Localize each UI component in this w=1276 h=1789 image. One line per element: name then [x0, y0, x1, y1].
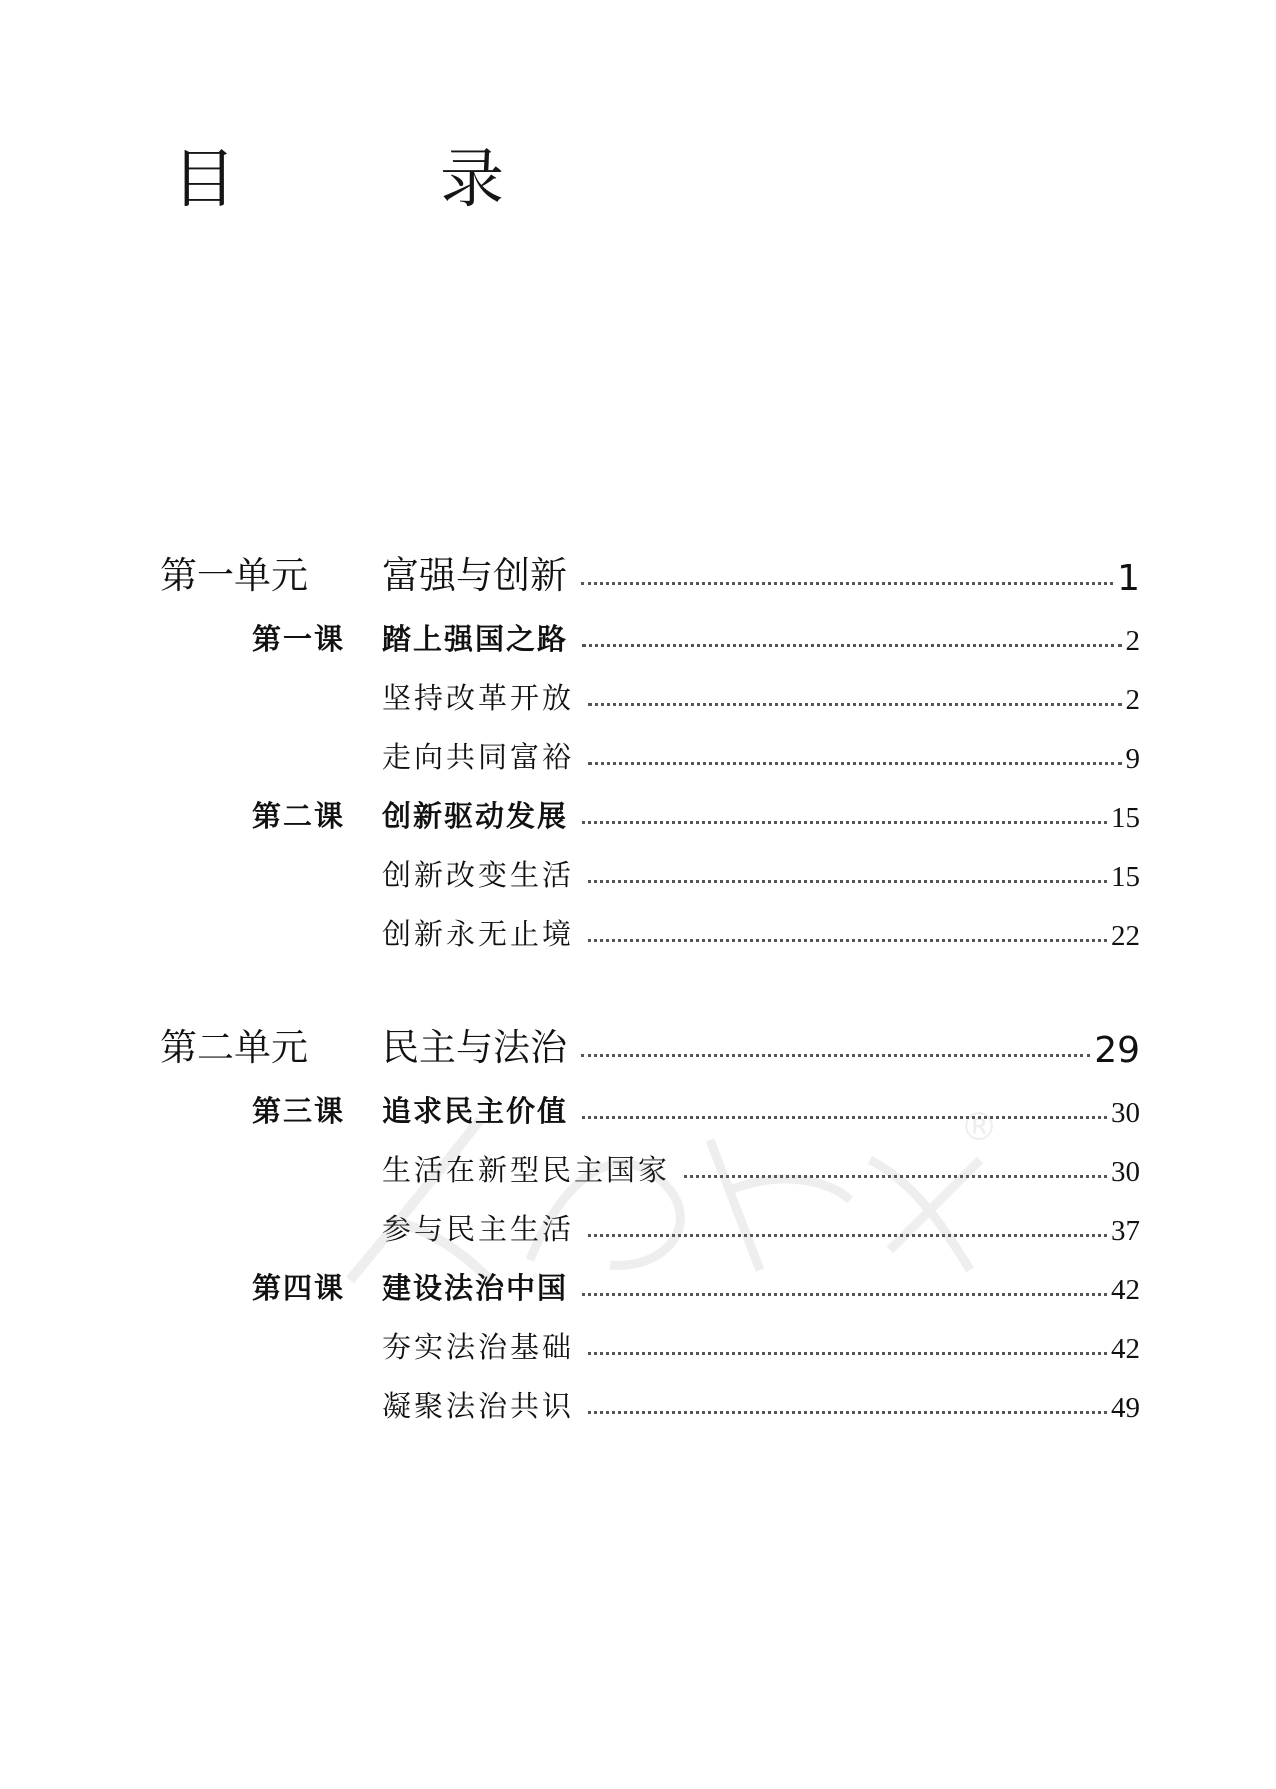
- unit-label: 第二单元: [160, 1026, 308, 1069]
- dot-leader: [588, 1352, 1107, 1355]
- page-number: 42: [1111, 1333, 1140, 1365]
- lesson-label: 第二课: [252, 799, 346, 833]
- dot-leader: [581, 1054, 1090, 1057]
- unit-title: 富强与创新: [382, 554, 567, 597]
- sub-title: 夯实法治基础: [382, 1330, 575, 1364]
- registered-mark: ®: [960, 1105, 998, 1149]
- page-number: 42: [1111, 1274, 1140, 1306]
- sub-title: 走向共同富裕: [382, 740, 575, 774]
- unit-entry[interactable]: [160, 1009, 1140, 1071]
- dot-leader: [588, 939, 1107, 942]
- page-number: 9: [1125, 743, 1140, 775]
- section-entry[interactable]: [160, 717, 1140, 776]
- lesson-title: 踏上强国之路: [382, 622, 569, 656]
- sub-title: 凝聚法治共识: [382, 1389, 575, 1423]
- section-entry[interactable]: [160, 894, 1140, 953]
- lesson-entry[interactable]: [160, 776, 1140, 835]
- page-number: 22: [1111, 920, 1140, 952]
- lesson-entry[interactable]: [160, 599, 1140, 658]
- sub-title: 生活在新型民主国家: [382, 1153, 671, 1187]
- sub-title: 创新永无止境: [382, 917, 575, 951]
- sub-title: 坚持改革开放: [382, 681, 575, 715]
- page-number: 15: [1111, 802, 1140, 834]
- lesson-title: 建设法治中国: [382, 1271, 569, 1305]
- dot-leader: [588, 1411, 1107, 1414]
- page-title: 目 录: [172, 143, 574, 217]
- page-number: 1: [1117, 558, 1140, 599]
- dot-leader: [588, 762, 1121, 765]
- sub-title: 参与民主生活: [382, 1212, 575, 1246]
- page-number: 2: [1125, 625, 1140, 657]
- page-number: 37: [1111, 1215, 1140, 1247]
- lesson-title: 追求民主价值: [382, 1094, 569, 1128]
- publisher-watermark: [330, 1100, 1010, 1300]
- page-number: 49: [1111, 1392, 1140, 1424]
- unit-entry[interactable]: [160, 537, 1140, 599]
- unit-label: 第一单元: [160, 554, 308, 597]
- dot-leader: [581, 582, 1113, 585]
- lesson-label: 第四课: [252, 1271, 346, 1305]
- unit-title: 民主与法治: [382, 1026, 567, 1069]
- lesson-label: 第三课: [252, 1094, 346, 1128]
- page-number: 30: [1111, 1156, 1140, 1188]
- section-entry[interactable]: [160, 658, 1140, 717]
- dot-leader: [588, 703, 1121, 706]
- unit-spacer: [160, 953, 1140, 1009]
- section-entry[interactable]: [160, 1307, 1140, 1366]
- section-entry[interactable]: [160, 835, 1140, 894]
- section-entry[interactable]: [160, 1366, 1140, 1425]
- page-number: 2: [1125, 684, 1140, 716]
- page-number: 30: [1111, 1097, 1140, 1129]
- sub-title: 创新改变生活: [382, 858, 575, 892]
- dot-leader: [582, 644, 1121, 647]
- dot-leader: [588, 880, 1107, 883]
- lesson-title: 创新驱动发展: [382, 799, 569, 833]
- page-number: 29: [1094, 1030, 1140, 1071]
- lesson-label: 第一课: [252, 622, 346, 656]
- dot-leader: [582, 821, 1107, 824]
- page-number: 15: [1111, 861, 1140, 893]
